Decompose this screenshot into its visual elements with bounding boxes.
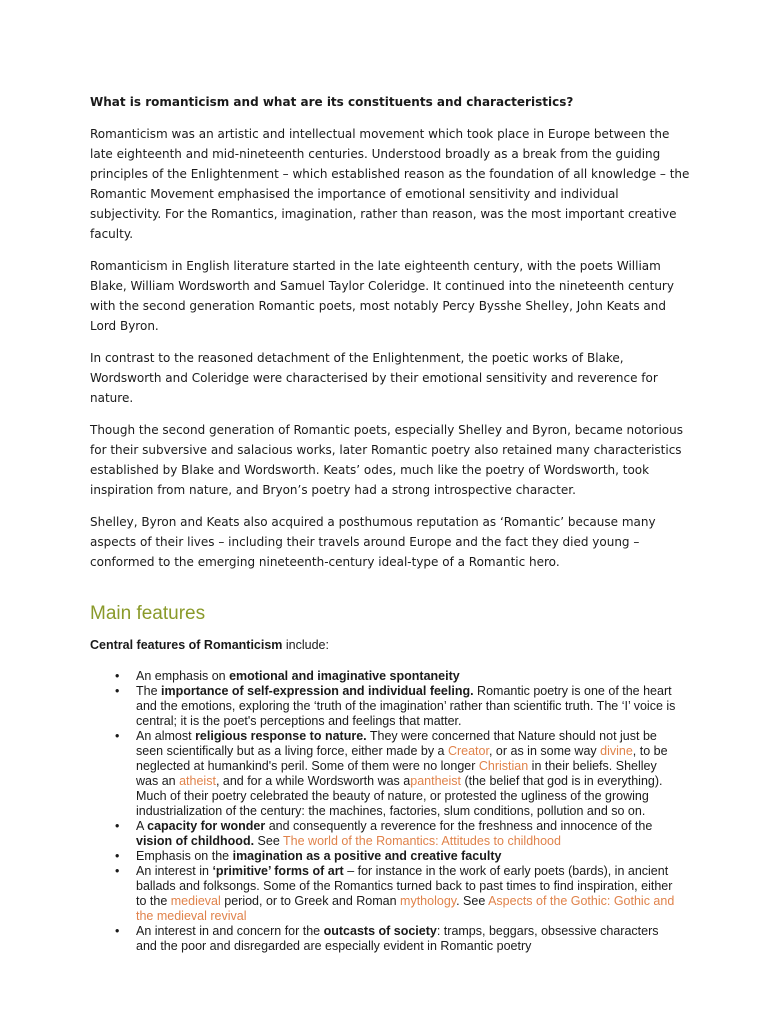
bullet-icon: • [115, 669, 120, 683]
list-item: • An interest in ‘primitive’ forms of art – for instance in the work of early poets (bards), in ancient ballads and folksongs. Some of the Romantics turned back to past times to find inspiration, either to the medieval period, or to Greek and Roman mythology. See Aspects of the Gothic: Gothic and the medieval revival [115, 864, 675, 923]
link-divine[interactable]: divine [600, 744, 633, 758]
features-section [90, 602, 682, 954]
list-item: • Emphasis on the imagination as a positive and creative faculty [115, 849, 502, 863]
section-heading: Main features [90, 603, 206, 624]
intro-section [90, 92, 690, 572]
link-mythology[interactable]: mythology [400, 894, 457, 908]
intro-paragraph-2: Romanticism in English literature started in the late eighteenth century, with the poets William Blake, William Wordsworth and Samuel Taylor Coleridge. It continued into the nineteenth century with the second generation Romantic poets, most notably Percy Bysshe Shelley, John Keats and Lord Byron. [90, 259, 674, 333]
document-page [90, 92, 690, 954]
link-christian[interactable]: Christian [478, 759, 529, 773]
list-item: • The importance of self-expression and individual feeling. Romantic poetry is one of the heart and the emotions, exploring the ‘truth of the imagination’ rather than scientific truth. The ‘I’ voice is central; it is the poet's perceptions and feelings that matter. [115, 684, 676, 728]
link-attitudes-to-childhood[interactable]: The world of the Romantics: Attitudes to childhood [283, 834, 561, 848]
intro-paragraph-3: In contrast to the reasoned detachment of the Enlightenment, the poetic works of Blake, Wordsworth and Coleridge were characterised by their emotional sensitivity and reverence for nature. [90, 351, 658, 405]
lead-bold: Central features of Romanticism [90, 638, 283, 652]
link-atheist[interactable]: atheist [179, 774, 216, 788]
link-medieval[interactable]: medieval [170, 894, 221, 908]
list-item: • An almost religious response to nature. They were concerned that Nature should not just be seen scientifically but as a living force, either made by a Creator, or as in some way divine, to be neglected at humankind's peril. Some of them were no longer Christian in their beliefs. Shelley was an atheist, and for a while Wordsworth was apantheist (the belief that god is in everything). Much of their poetry celebrated the beauty of nature, or protested the ugliness of the growing industrialization of the century: the machines, factories, slum conditions, pollution and so on. [115, 729, 668, 818]
list-item: • A capacity for wonder and consequently a reverence for the freshness and innocence of the vision of childhood. See The world of the Romantics: Attitudes to childhood [115, 819, 653, 848]
link-pantheist[interactable]: pantheist [410, 774, 461, 788]
bullet-icon: • [115, 684, 120, 698]
list-item: • An emphasis on emotional and imaginative spontaneity [115, 669, 460, 683]
features-lead [90, 638, 682, 653]
link-creator[interactable]: Creator [447, 744, 489, 758]
features-list [90, 669, 682, 954]
link-gothic-medieval-revival[interactable]: Aspects of the Gothic: Gothic and the medieval revival [136, 894, 675, 923]
bullet-icon: • [115, 864, 120, 878]
list-item: • An interest in and concern for the outcasts of society: tramps, beggars, obsessive characters and the poor and disregarded are especially evident in Romantic poetry [115, 924, 659, 953]
bullet-icon: • [115, 819, 120, 833]
intro-paragraph-4: Though the second generation of Romantic poets, especially Shelley and Byron, became notorious for their subversive and salacious works, later Romantic poetry also retained many characteristics established by Blake and Wordsworth. Keats’ odes, much like the poetry of Wordsworth, took inspiration from nature, and Bryon’s poetry had a strong introspective character. [90, 423, 684, 497]
bullet-icon: • [115, 729, 120, 743]
intro-paragraph-5: Shelley, Byron and Keats also acquired a posthumous reputation as ‘Romantic’ because many aspects of their lives – including their travels around Europe and the fact they died young – conformed to the emerging nineteenth-century ideal-type of a Romantic hero. [90, 515, 656, 569]
bullet-icon: • [115, 849, 120, 863]
intro-paragraph-1: Romanticism was an artistic and intellectual movement which took place in Europe between the late eighteenth and mid-nineteenth centuries. Understood broadly as a break from the guiding principles of the Enlightenment – which established reason as the foundation of all knowledge – the Romantic Movement emphasised the importance of emotional sensitivity and individual subjectivity. For the Romantics, imagination, rather than reason, was the most important creative faculty. [90, 127, 690, 241]
lead-rest: include: [282, 638, 329, 652]
question-heading: What is romanticism and what are its constituents and characteristics? [90, 95, 574, 109]
bullet-icon: • [115, 924, 120, 938]
